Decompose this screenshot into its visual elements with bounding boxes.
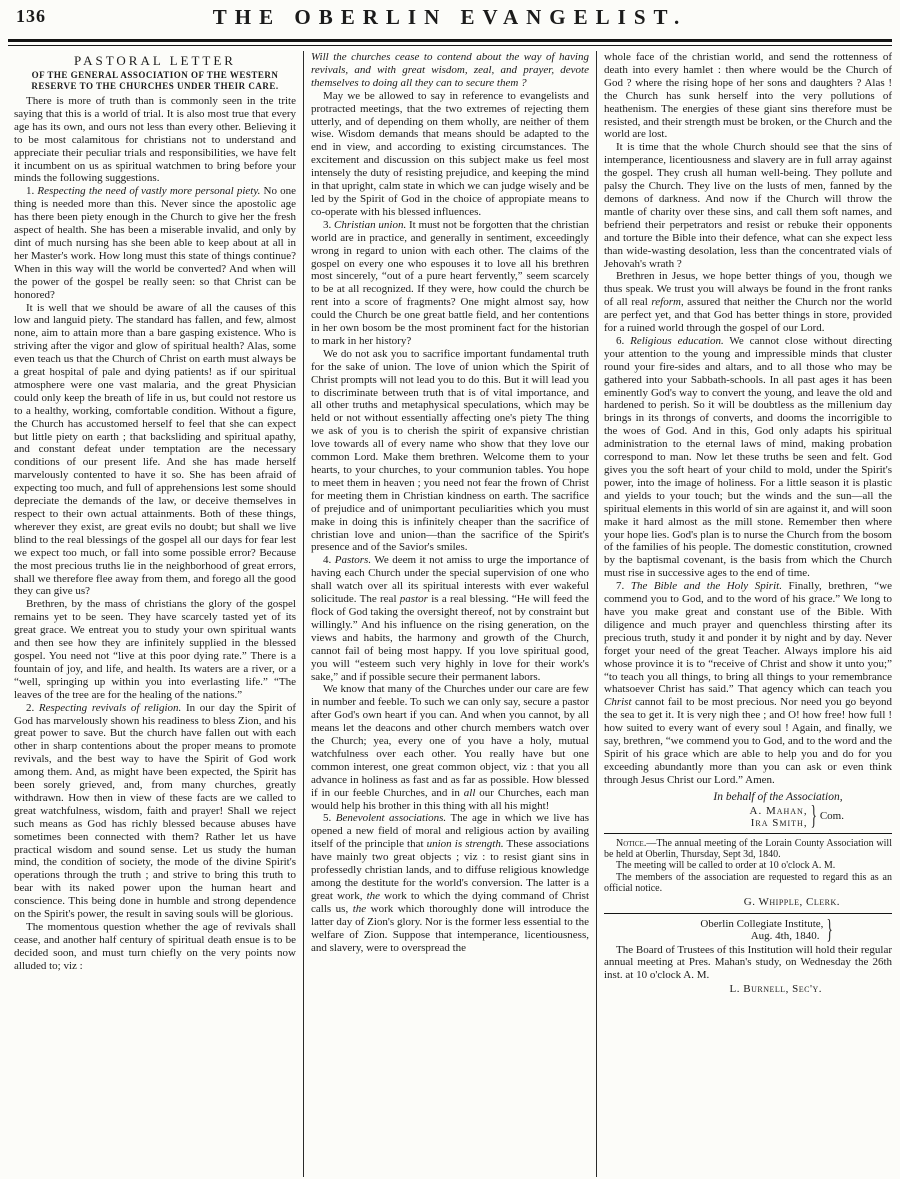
paragraph <box>14 702 296 921</box>
italic-text: all <box>463 786 476 799</box>
article-subtitle: OF THE GENERAL ASSOCIATION OF THE WESTERN RESERVE TO THE CHURCHES UNDER THEIR CARE. <box>31 70 279 91</box>
signature-label: Com. <box>819 810 844 823</box>
paragraph <box>604 860 892 871</box>
section-divider <box>604 833 892 834</box>
text: , assured that neither the Church nor the world are perfect yet, and that God has better things in store, provided for a ruined world through the gospel of our Lord. <box>604 296 892 335</box>
text: our Churches, each man would help his brother in this thing with all his might! <box>311 786 589 812</box>
italic-text: the <box>366 889 381 902</box>
paragraph <box>604 872 892 895</box>
dateline-lines <box>700 918 823 943</box>
paragraph <box>14 302 296 599</box>
text: The meeting will be called to order at 10 o'clock A. M. <box>616 860 836 872</box>
text: 4. <box>323 554 335 567</box>
column-1 <box>14 51 296 1177</box>
paragraph <box>14 95 296 185</box>
text: 6. <box>616 334 631 347</box>
dateline-line: Aug. 4th, 1840. <box>750 930 820 942</box>
text: 1. <box>26 185 38 198</box>
italic-text: Religious education. <box>630 334 724 347</box>
text: is a real blessing. “He will feed the flock of God taking the oversight thereof, not by constraint but willingly.” And his influence on the rising generation, on the views and habits, the harmony and growth of the Church, cannot fail of being most happy. If you love spiritual good, you will “esteem such very highly in love for their work's sake,” and if possible secure their permanent labors. <box>311 593 589 683</box>
dateline-line: Oberlin Collegiate Institute, <box>700 917 824 930</box>
italic-text: Christian union. <box>334 218 407 231</box>
signature-right: L. Burnell, Sec'y. <box>729 983 822 996</box>
italic-text: Benevolent associations. <box>335 812 447 825</box>
text: We deem it not amiss to urge the importance of having each Church under the special supervision of one who shall watch over all its spiritual interests with ever wakeful solicitude. The real <box>311 554 589 606</box>
paragraph <box>14 185 296 301</box>
small-caps-text: Notice. <box>616 837 647 849</box>
text: 3. <box>323 218 335 231</box>
text: The age in which we live has opened a new field of moral and religious action by availing itself of the principle that <box>311 812 589 851</box>
text: We know that many of the Churches under our care are few in number and feeble. To such we can only say, secure a pastor after God's own heart if you can. And when you cannot, by all means let the deacons and other church members watch over the Church; yea, every one of you have a holy, mutual watchfulness over each other. You really have but one common interest, one great common object, viz : that you all advance in holiness as fast and as far as possible. How blessed if in our feeble Churches, and in <box>311 683 589 799</box>
italic-text: Respecting the need of vastly more personal piety. <box>37 185 261 198</box>
paragraph <box>604 270 892 335</box>
paragraph <box>604 335 892 580</box>
text: The members of the association are requested to regard this as an official notice. <box>604 871 892 895</box>
signature-block <box>604 798 892 831</box>
paragraph <box>604 838 892 861</box>
paragraph <box>604 580 892 787</box>
section-divider <box>604 913 892 914</box>
masthead-rule <box>8 39 892 46</box>
paragraph <box>311 219 589 348</box>
page-header <box>0 0 900 36</box>
text: 5. <box>323 812 336 825</box>
paragraph <box>604 944 892 983</box>
paragraph <box>311 90 589 219</box>
text: —The annual meeting of the Lorain County Association will be held at Oberlin, Thursday, Sept 3d, 1840. <box>604 837 892 860</box>
paragraph <box>311 554 589 683</box>
text: May we be allowed to say in reference to evangelists and protracted meetings, that the two extremes of rejecting them utterly, and of depending on them wholly, are neither of them wise. Wisdom demands that means should be adapted to the end in view, and according to existing circumstances. The excitement and discussion on this subject make us feel most intensely the duty of resisting prejudice, and keeping the mind in that upright, calm state in which we can judge wisely and be led by the Spirit of God in the choice of appropiate means to co-operate with his blessed influences. <box>311 89 589 218</box>
italic-text: Respecting revivals of religion. <box>38 701 182 714</box>
signature-name: Ira Smith, <box>750 816 808 829</box>
italic-text: The Bible and the Holy Spirit. <box>630 580 782 593</box>
paragraph <box>604 51 892 141</box>
text: There is more of truth than is commonly seen in the trite saying that this is a world of trial. It is also most true that every age has its own, and ours not less than every other. Believing it to be most calamitous for christians not to understand and appreciate their peculiar trials and responsibilities, we have felt it incumbent on us as spiritual watchmen to bring before your minds the following suggestions. <box>14 95 296 185</box>
signature-name: A. Mahan, <box>749 804 808 817</box>
italic-text: Christ <box>604 696 632 709</box>
signature-lead: In behalf of the Association, <box>713 790 843 803</box>
page-number: 136 <box>16 6 46 26</box>
text: work to which the dying command of Christ calls us, <box>311 889 589 915</box>
text: Brethren, by the mass of christians the glory of the gospel remains yet to be seen. They have scarcely tasted yet of its great grace. We entreat you to study your own spiritual wants and then see how they are infinitely supplied in the blessed gospel. You need not “live at this poor dying rate.” There is a fountain of joy, and life, and health. Its waters are a river, or a “well, springing up within you into everlasting life.” “The leaves of the tree are for the healing of the nations.” <box>14 598 296 701</box>
dateline-block <box>604 912 892 944</box>
text: Brethren in Jesus, we hope better things of you, though we thus speak. We trust you will always be found in the front ranks of all real <box>604 270 892 309</box>
columns-container <box>0 46 900 1177</box>
text: We do not ask you to sacrifice important fundamental truth for the sake of union. The love of union which the Spirit of Christ prompts will not lead you to do this. But it will lead you to discriminate between truth that is of vital importance, and all other truths and metaphysical speculations, which may be held or not without essentially affecting one's piety The thing we ask of you is to cherish the spirit of expansive christian love towards all of every name who show that they love our common Lord. Make them brethren. Welcome them to your hearts, to your churches, to your communion tables. You hope to meet them in heaven ; you need not fear the frown of Christ for meeting them in Christian kindness on earth. The sacrifice of prejudice and of unimportant peculiarities which you must make in doing this is infinitely cheaper than the sacrifice of christian love and union—than the sacrifice of the Spirit's presence and of the Savior's smiles. <box>311 347 589 554</box>
signature-right: G. Whipple, Clerk. <box>743 895 840 908</box>
paragraph <box>311 51 589 90</box>
text: It is well that we should be aware of all the causes of this low and languid piety. The standard has fallen, and few, almost none, aim to attain more than a bare gasping existence. Who is striving after the vigor and glow of spiritual health? Alas, some even teach us that the Church of Christ on earth must always be a great hospital of pale and dying patients! as if our spiritual atmosphere were one vast malaria, and the great Physician could only keep the breath of life in us, but could not restore us to a healthy, working, comfortable condition. Without a figure, the Church has accustomed herself to feel that she can expect but little piety on earth ; that backsliding and spiritual apathy, and constant defeat under temptation are the necessary conditions of our present life. And she has made herself marvelously contented to have it so. She has been afraid of expecting too much, and full of apprehensions lest some should depreciate the demands of the law, or deceive themselves in respect to their own actual attainments. Both of these things, wherever they exist, are great evils no doubt; but shall we live blind to the real blessings of the gospel all our days for fear lest we expect too much, or fall into some possible error? Because the most precious truths lie in the neighborhood of great errors, shall we therefore flee away from them, and forego all the good they can give us? <box>14 301 296 598</box>
text: 2. <box>26 701 39 714</box>
paragraph <box>311 348 589 555</box>
paragraph <box>311 812 589 954</box>
column-2 <box>311 51 589 1177</box>
italic-text: Pastors. <box>334 554 372 567</box>
italic-text: union is strength. <box>426 838 504 851</box>
text: Finally, brethren, “we commend you to God, and to the word of his grace.” We long to have you make great and constant use of the Bible. With diligence and much prayer and quenchless thirsting after its precious truth, study it and ponder it by night and by day. Never forget your need of the great Teacher. Always implore his aid whose province it is to “receive of Christ and show it unto you;” “to teach you all things, to bring all things to your remembrance whatsoever Christ has said.” That agency which can teach you <box>604 580 892 696</box>
text: These associations have mainly two great objects ; viz : to resist giant sins in professedly christian lands, and to diffuse religious knowledge among the destitute for the world's conversion. The latter is a great work, <box>311 838 589 902</box>
paragraph <box>14 921 296 973</box>
article-title: PASTORAL LETTER <box>74 53 236 68</box>
brace-glyph: } <box>826 912 833 944</box>
text: We cannot close without directing your attention to the young and impressible minds that cluster round your fire-sides and altars, and to all those who may be gathered into your Sabbath-schools. In all past ages it has been eminently God's way to convert the young, and leave the old and hardened to perish. So it will be doubtless as the millenium day brings in its throngs of converts, and dooms the incorrigible to the woes of God. And in this, God only adapts his spiritual administration to the eternal laws of mind, making probation correspond to man. Now let these truths be seen and felt. God gives you the soft heart of your child to mold, under the Spirit's power, into the image of holiness. For a little season it is plastic and yields to your touch; but the winds and the sun—all the spiritual elements in this world of sin are against it, and will soon make it hard almost as the mill stone. Remember then where your hope lies. God's plan is to nurse the Church from the bosom of the families of his people. The domestic constitution, crowned by the baptismal covenant, is the basis from which the Church must rise in successive ages to the end of time. <box>604 334 892 580</box>
italic-text: pastor <box>399 593 428 606</box>
text: cannot fail to be most precious. Nor need you go beyond the sea to get it. It is very nigh thee ; and O! how free! how full ! how suited to every want of every soul ! Again, and finally, we say, brethren, “we commend you to God, and to the word and the Spirit of his grace which are able to help you and do for you exceeding abundantly more than you can ask or even think through Jesus Christ our Lord.” Amen. <box>604 696 892 786</box>
text: It is time that the whole Church should see that the sins of intemperance, licentiousness and slavery are in full array against the gospel. They crush all human well-being. They pollute and palsy the Church. They live on the lusts of men, fanned by the demons of darkness. And now if the Church will throw the mantle of charity over these sins, and call them soft names, and befriend their perpetrators and resist or rebuke their opponents and torture the Bible into their defence, what can she expect less than wide-wasting desolation, less than the concentrated vials of Jehovah's wrath ? <box>604 141 892 270</box>
text: work which thoroughly done will introduce the latter day of Zion's glory. Nor is the former less essential to the welfare of Zion. Suppose that intemperance, licentiousness, and slavery, were to overspread the <box>311 902 589 954</box>
text: Will the churches cease to contend about the way of having revivals, and with great wisdom, zeal, and prayer, devote themselves to doing all they can to secure them ? <box>311 51 589 89</box>
paragraph <box>14 598 296 701</box>
masthead-title: THE OBERLIN EVANGELIST. <box>212 5 688 29</box>
text: The Board of Trustees of this Institution will hold their regular annual meeting at Pres. Mahan's study, on Wednesday the 26th inst. at 10 o'clock A. M. <box>604 943 892 982</box>
italic-text: reform <box>651 296 681 309</box>
signature-names <box>750 805 808 829</box>
brace-glyph: } <box>810 798 817 831</box>
text: No one thing is needed more than this. Never since the apostolic age has there been piety enough in the Church to give her the fresh aspect of health. She has been a miserable invalid, and only by dint of much nursing has she been able to keep about at all in her Master's work. How long must this state of things continue? When in this way will the world be converted? And when will the power of the gospel be really seen: so that Christ can be honored? <box>14 185 296 301</box>
italic-text: the <box>352 902 367 915</box>
text: 7. <box>616 580 631 593</box>
text: In our day the Spirit of God has marvelously shown his readiness to bless Zion, and his great power to save. But the church have fallen out with each other in sharp contentions about the proper means to promote revivals, and the best way to have the Spirit of God work among them. And, as might have been expected, the Spirit has been sorely grieved, and, from many churches, greatly withdrawn. How then in view of these facts are we called to great watchfulness, wisdom, faith and prayer! Shall we reject such means as God has richly blessed because abuses have sometimes been connected with them? Rather let us have practical wisdom and sound sense. Let us study the human mind, the condition of society, the mode of the divine Spirit's operations through the truth ; and strive to bring this truth to bear with its naked power upon the human heart and conscience. This being done in humble and strong dependence on the Spirit's power, the result in saving souls will be glorious. <box>14 701 296 921</box>
column-3 <box>604 51 892 1177</box>
text: whole face of the christian world, and send the rottenness of death into every hamlet : then where would be the Church of God ? where the rising hope of her sons and daughters ? Alas ! the Church has sunk herself into the very pollutions of heathenism. The energies of these giant sins therefore must be resisted, and their strength must be broken, or the Church and the world are lost. <box>604 51 892 141</box>
text: It must not be forgotten that the christian world are in practice, and generally in sentiment, exceedingly wrong in regard to union with each other. The claims of the gospel on every one who espouses it to love all his brethren most sincerely, “out of a pure heart fervently,” seem scarcely to be at all recognized. If they were, how could the church be rent into a score of fragments? One might almost say, how could the Church be one great battle field, and her contentions in her own bosom be the most prominent fact for the historian to mark in her history? <box>311 218 589 347</box>
column-rule-1 <box>303 51 304 1177</box>
text: The momentous question whether the age of revivals shall cease, and another half century of spiritual death ensue is to be decided soon, and must turn chiefly on the very points now alluded to; viz : <box>14 921 296 972</box>
column-rule-2 <box>596 51 597 1177</box>
paragraph <box>604 141 892 270</box>
paragraph <box>311 683 589 812</box>
